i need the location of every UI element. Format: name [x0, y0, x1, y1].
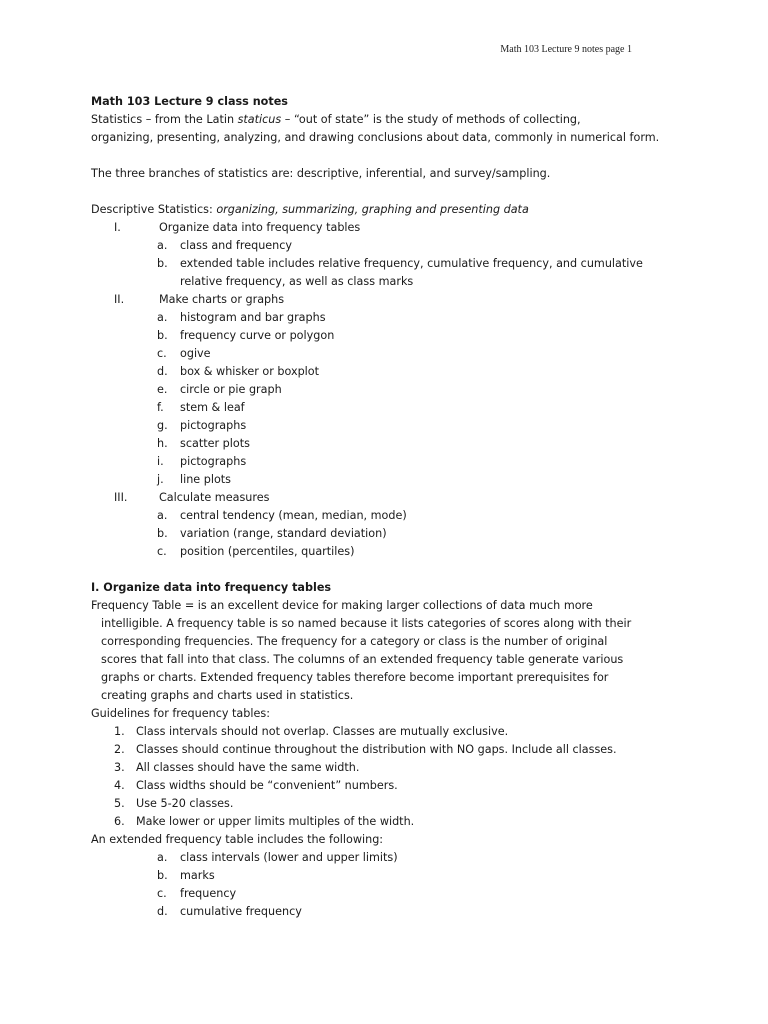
outline-section-title: Calculate measures	[159, 491, 270, 504]
descriptive-label: Descriptive Statistics:	[91, 203, 217, 216]
guidelines-list	[91, 723, 691, 831]
extended-item-letter: c.	[157, 887, 167, 900]
guideline-number: 1.	[114, 725, 125, 738]
extended-item	[91, 849, 691, 867]
guideline-number: 6.	[114, 815, 125, 828]
outline-item-letter: j.	[157, 473, 164, 486]
outline-item-text: central tendency (mean, median, mode)	[180, 509, 407, 522]
outline-item-text: circle or pie graph	[180, 383, 282, 396]
outline-item	[91, 237, 691, 255]
guideline-text: Class intervals should not overlap. Classes are mutually exclusive.	[136, 725, 509, 738]
extended-item-text: marks	[180, 869, 215, 882]
outline-item-text: stem & leaf	[180, 401, 245, 414]
paragraph-line: Frequency Table = is an excellent device for making larger collections of data much more	[91, 599, 593, 612]
outline-item	[91, 327, 691, 345]
outline-item	[91, 255, 691, 273]
guidelines-label: Guidelines for frequency tables:	[91, 707, 270, 720]
outline-numeral: I.	[114, 221, 121, 234]
outline-item	[91, 381, 691, 399]
page-header: Math 103 Lecture 9 notes page 1	[500, 44, 632, 55]
outline-section-title: Organize data into frequency tables	[159, 221, 361, 234]
paragraph-line: intelligible. A frequency table is so named because it lists categories of scores along with their	[101, 617, 632, 630]
outline-item-letter: c.	[157, 347, 167, 360]
extended-item-letter: a.	[157, 851, 168, 864]
extended-item	[91, 903, 691, 921]
intro-text: Statistics – from the Latin	[91, 113, 238, 126]
intro-text: – “out of state” is the study of methods of collecting,	[281, 113, 581, 126]
outline-item	[91, 309, 691, 327]
outline-item-letter: a.	[157, 311, 168, 324]
extended-item	[91, 867, 691, 885]
outline-item-letter: g.	[157, 419, 168, 432]
outline-item-text: ogive	[180, 347, 211, 360]
outline-item-text: variation (range, standard deviation)	[180, 527, 387, 540]
extended-item	[91, 885, 691, 903]
intro-line	[91, 111, 691, 129]
outline-item-letter: c.	[157, 545, 167, 558]
outline-item	[91, 453, 691, 471]
outline-section-title: Make charts or graphs	[159, 293, 285, 306]
guideline-item	[91, 741, 691, 759]
outline-item-letter: b.	[157, 329, 168, 342]
outline-item-letter: e.	[157, 383, 168, 396]
outline-item-text: position (percentiles, quartiles)	[180, 545, 355, 558]
guideline-item	[91, 759, 691, 777]
outline-numeral: III.	[114, 491, 128, 504]
paragraph-line: corresponding frequencies. The frequency for a category or class is the number of original	[101, 635, 608, 648]
extended-table-list	[91, 849, 691, 921]
outline-item-letter: i.	[157, 455, 164, 468]
paragraph-line: graphs or charts. Extended frequency tables therefore become important prerequisites for	[101, 671, 609, 684]
guideline-text: All classes should have the same width.	[136, 761, 360, 774]
outline-item-letter: a.	[157, 509, 168, 522]
outline-item-text: pictographs	[180, 419, 247, 432]
outline-item	[91, 417, 691, 435]
guideline-number: 2.	[114, 743, 125, 756]
outline-item-letter: f.	[157, 401, 164, 414]
guideline-item	[91, 723, 691, 741]
outline-section	[91, 489, 691, 507]
outline-item-letter: a.	[157, 239, 168, 252]
guideline-text: Classes should continue throughout the distribution with NO gaps. Include all classes.	[136, 743, 617, 756]
outline-item-letter: h.	[157, 437, 168, 450]
outline-item-text: box & whisker or boxplot	[180, 365, 320, 378]
guideline-item	[91, 813, 691, 831]
descriptive-emphasis: organizing, summarizing, graphing and presenting data	[216, 203, 529, 216]
guideline-item	[91, 777, 691, 795]
extended-item-text: class intervals (lower and upper limits)	[180, 851, 398, 864]
guideline-text: Class widths should be “convenient” numbers.	[136, 779, 398, 792]
guideline-item	[91, 795, 691, 813]
guideline-text: Make lower or upper limits multiples of the width.	[136, 815, 415, 828]
intro-latin-term: staticus	[237, 113, 282, 126]
guideline-text: Use 5-20 classes.	[136, 797, 234, 810]
descriptive-outline	[91, 219, 691, 561]
outline-numeral: II.	[114, 293, 125, 306]
descriptive-heading	[91, 201, 691, 219]
guideline-number: 5.	[114, 797, 125, 810]
outline-item-text: frequency curve or polygon	[180, 329, 335, 342]
outline-item-continuation: relative frequency, as well as class marks	[180, 275, 414, 288]
outline-item-letter: b.	[157, 257, 168, 270]
extended-table-label: An extended frequency table includes the following:	[91, 833, 384, 846]
outline-item-text: extended table includes relative frequency, cumulative frequency, and cumulative	[180, 257, 643, 270]
guideline-number: 4.	[114, 779, 125, 792]
outline-item-letter: d.	[157, 365, 168, 378]
guideline-number: 3.	[114, 761, 125, 774]
outline-item	[91, 435, 691, 453]
outline-item-text: line plots	[180, 473, 232, 486]
intro-line	[91, 129, 691, 147]
outline-item	[91, 399, 691, 417]
extended-item-text: frequency	[180, 887, 237, 900]
frequency-table-paragraph	[91, 597, 691, 705]
outline-item	[91, 363, 691, 381]
outline-item	[91, 525, 691, 543]
outline-item	[91, 507, 691, 525]
paragraph-line: creating graphs and charts used in statistics.	[101, 689, 354, 702]
notes-title: Math 103 Lecture 9 class notes	[91, 95, 288, 108]
outline-item-text: histogram and bar graphs	[180, 311, 326, 324]
outline-section	[91, 291, 691, 309]
extended-item-letter: d.	[157, 905, 168, 918]
outline-item-text: pictographs	[180, 455, 247, 468]
outline-item	[91, 345, 691, 363]
outline-item	[91, 471, 691, 489]
paragraph-line: scores that fall into that class. The columns of an extended frequency table generate various	[101, 653, 624, 666]
section-heading: I. Organize data into frequency tables	[91, 581, 332, 594]
outline-item-text: class and frequency	[180, 239, 293, 252]
branches-sentence: The three branches of statistics are: descriptive, inferential, and survey/sampling.	[91, 167, 551, 180]
intro-text: organizing, presenting, analyzing, and drawing conclusions about data, commonly in numerical form.	[91, 131, 660, 144]
outline-item-letter: b.	[157, 527, 168, 540]
outline-item	[91, 543, 691, 561]
extended-item-letter: b.	[157, 869, 168, 882]
notes-body	[91, 93, 691, 921]
outline-section	[91, 219, 691, 237]
extended-item-text: cumulative frequency	[180, 905, 302, 918]
outline-item-text: scatter plots	[180, 437, 250, 450]
